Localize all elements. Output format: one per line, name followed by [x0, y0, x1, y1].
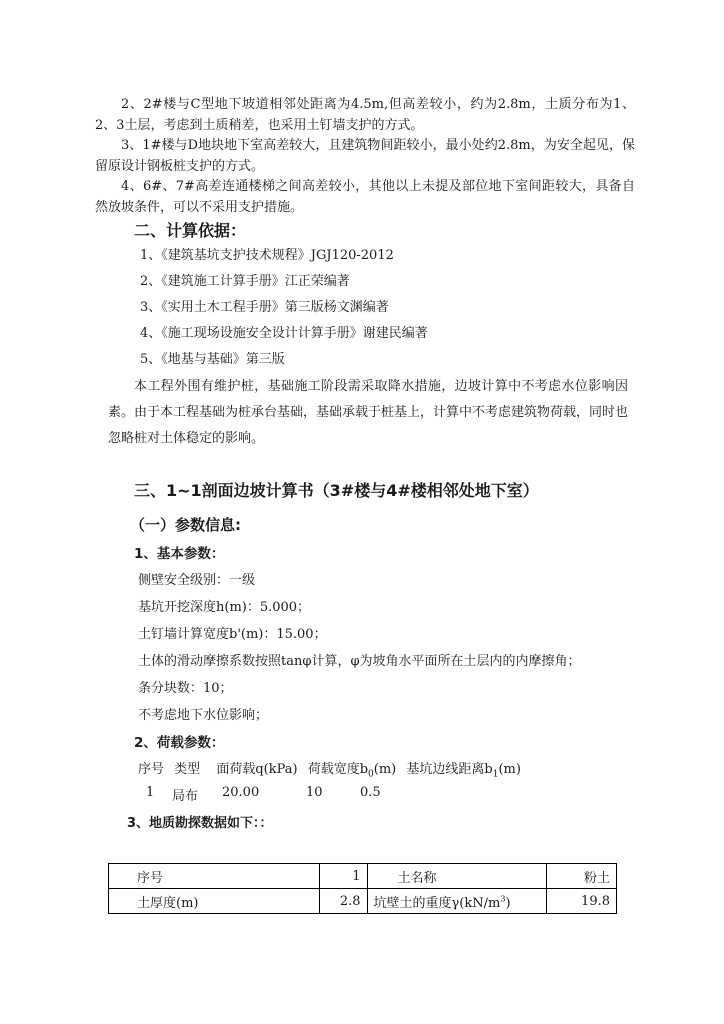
load-table-header: [138, 758, 521, 780]
section-3-title: 三、1~1剖面边坡计算书（3#楼与4#楼相邻处地下室）: [134, 481, 539, 500]
geo-cell-unit-weight-value: 19.8: [547, 889, 617, 914]
calculation-note: 本工程外围有维护桩，基础施工阶段需采取降水措施，边坡计算中不考虑水位影响因素。由于本工程基础为桩承台基础，基础承载于桩基上，计算中不考虑建筑物荷载，同时也忽略桩对土体稳定的影响。: [108, 379, 629, 446]
basic-param-width: 土钉墙计算宽度b'(m)：15.00；: [138, 627, 327, 642]
basic-param-friction: 土体的滑动摩擦系数按照tanφ计算，φ为坡角水平面所在土层内的内摩擦角；: [138, 654, 581, 669]
reference-item-4: 4、《施工现场设施安全设计计算手册》谢建民编著: [140, 326, 428, 341]
table-row: [109, 889, 617, 914]
parameter-info-title: （一）参数信息:: [130, 516, 241, 534]
geo-cell-soil-name-label: 土名称: [367, 864, 547, 889]
intro-paragraph-4: 4、6#、7#高差连通楼梯之间高差较小，其他以上未提及部位地下室间距较大，具备自然放坡条件，可以不采用支护措施。: [95, 179, 635, 215]
load-row-type: 局布: [172, 789, 199, 804]
load-row-load: 20.00: [222, 785, 260, 800]
reference-item-5: 5、《地基与基础》第三版: [140, 352, 285, 367]
intro-paragraph-3: 3、1#楼与D地块地下室高差较大，且建筑物间距较小，最小处约2.8m，为安全起见，保留原设计钢板桩支护的方式。: [95, 138, 635, 174]
load-header-load: 面荷载q(kPa): [216, 762, 298, 777]
load-row-distance: 0.5: [360, 785, 381, 800]
basic-param-groundwater: 不考虑地下水位影响；: [138, 708, 269, 723]
load-header-index: 序号: [138, 762, 165, 777]
load-row-index: 1: [146, 785, 155, 800]
load-row-width: 10: [306, 785, 323, 800]
reference-item-3: 3、《实用土木工程手册》第三版杨文渊编著: [140, 300, 389, 315]
geo-data-title: 3、地质勘探数据如下：：: [127, 816, 273, 831]
geo-cell-thickness-value: 2.8: [320, 889, 368, 914]
section-2-title: 二、计算依据：: [134, 221, 247, 240]
geo-cell-soil-name-value: 粉土: [547, 864, 617, 889]
geo-cell-index-label: 序号: [109, 864, 320, 889]
load-table-row: [146, 785, 381, 804]
basic-param-slices: 条分块数：10；: [138, 681, 233, 696]
geo-cell-thickness-label: 土厚度(m): [109, 889, 320, 914]
intro-paragraph-2: 2、2#楼与C型地下坡道相邻处距离为4.5m,但高差较小，约为2.8m，土质分布为1、2、3土层，考虑到土质稍差，也采用土钉墙支护的方式。: [95, 97, 635, 133]
table-row: [109, 864, 617, 889]
load-header-type: 类型: [174, 762, 201, 777]
geo-cell-index-value: 1: [320, 864, 368, 889]
load-params-title: 2、荷载参数：: [134, 735, 225, 751]
reference-item-2: 2、《建筑施工计算手册》江正荣编著: [140, 274, 350, 289]
load-header-distance: 基坑边线距离$b_1(m)$: [406, 762, 521, 780]
reference-item-1: 1、《建筑基坑支护技术规程》JGJ120-2012: [140, 248, 394, 263]
basic-params-title: 1、基本参数：: [134, 546, 225, 562]
geo-cell-unit-weight-label: 坑壁土的重度$\gamma(kN/m^3)$: [367, 889, 547, 914]
basic-param-depth: 基坑开挖深度h(m)：5.000；: [138, 600, 311, 615]
load-header-width: 荷载宽度$b_0(m)$: [307, 762, 397, 780]
geo-data-table: [108, 863, 617, 914]
basic-param-safety-level: 侧壁安全级别：一级: [138, 573, 256, 588]
